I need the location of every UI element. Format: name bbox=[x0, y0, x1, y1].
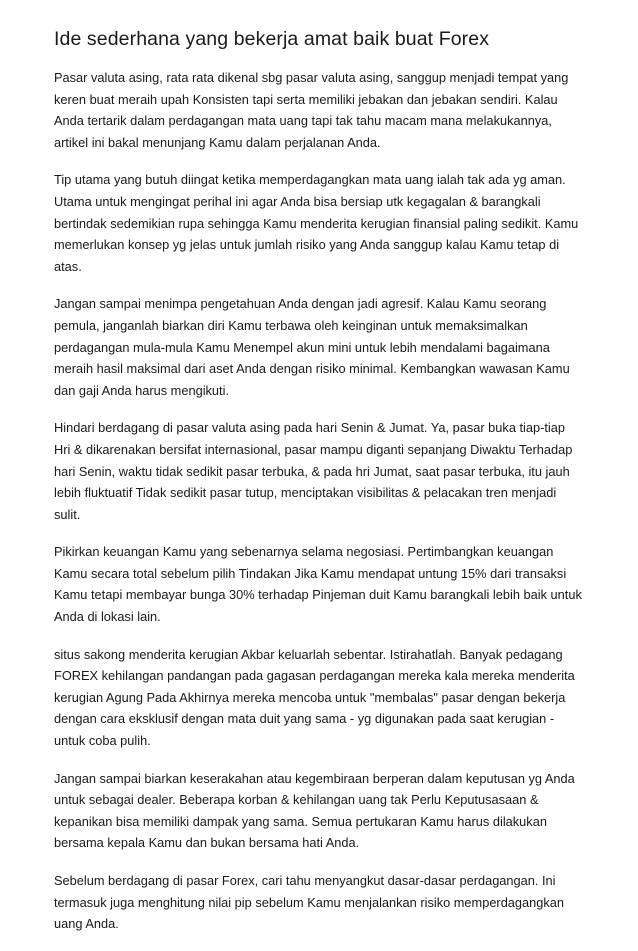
paragraph-2: Tip utama yang butuh diingat ketika memperdagangkan mata uang ialah tak ada yg aman. Utama untuk mengingat perihal ini agar Anda bisa bersiap utk kegagalan & barangkali bertindak sedemikian rupa sehingga Kamu menderita kerugian finansial paling sedikit. Kamu memerlukan konsep yg jelas untuk jumlah risiko yang Anda sanggup kalau Kamu tetap di atas. bbox=[54, 172, 579, 274]
paragraph-7: Jangan sampai biarkan keserakahan atau kegembiraan berperan dalam keputusan yg Anda untuk sebagai dealer. Beberapa korban & kehilangan uang tak Perlu Keputusasaan & kepanikan bisa memiliki dampak yang sama. Semua pertukaran Kamu harus dilakukan bersama kepala Kamu dan bukan bersama hati Anda. bbox=[54, 770, 575, 851]
paragraph-4: Hindari berdagang di pasar valuta asing pada hari Senin & Jumat. Ya, pasar buka tiap-tiap Hri & dikarenakan bersifat internasional, pasar mampu diganti sepanjang Diwaktu Terhadap hari Senin, waktu tidak sedikit pasar terbuka, & pada hri Jumat, saat pasar terbuka, itu jauh lebih fluktuatif Tidak sedikit pasar tutup, menciptakan visibilitas & pelacakan tren menjadi sulit. bbox=[54, 420, 573, 522]
paragraph-6: situs sakong menderita kerugian Akbar keluarlah sebentar. Istirahatlah. Banyak pedagang FOREX kehilangan pandangan pada gagasan perdagangan mereka kala mereka menderita kerugian Agung Pada Akhirnya mereka mencoba untuk "membalas" pasar dengan bekerja dengan cara eksklusif dengan mata duit yang sama - yg digunakan pada saat kerugian - untuk coba pulih. bbox=[54, 646, 575, 749]
paragraph-8: Sebelum berdagang di pasar Forex, cari tahu menyangkut dasar-dasar perdagangan. Ini termasuk juga menghitung nilai pip sebelum Kamu menjalankan risiko memperdagangkan uang Anda. bbox=[54, 873, 565, 932]
paragraph-3: Jangan sampai menimpa pengetahuan Anda dengan jadi agresif. Kalau Kamu seorang pemula, janganlah biarkan diri Kamu terbawa oleh keinginan untuk memaksimalkan perdagangan mula-mula Kamu Menempel akun mini untuk lebih mendalami bagaimana meraih hasil maksimal dari aset Anda dengan risiko minimal. Kembangkan wawasan Kamu dan gaji Anda harus mengikuti. bbox=[54, 296, 570, 398]
paragraph-1: Pasar valuta asing, rata rata dikenal sbg pasar valuta asing, sanggup menjadi tempat yang keren buat meraih upah Konsisten tapi serta memiliki jebakan dan jebakan sendiri. Kalau Anda tertarik dalam perdagangan mata uang tapi tak tahu macam mana melakukannya, artikel ini bakal menunjang Kamu dalam perjalanan Anda. bbox=[54, 70, 569, 150]
document-title: Ide sederhana yang bekerja amat baik buat Forex bbox=[54, 28, 490, 50]
document-page bbox=[54, 26, 594, 951]
paragraph-5: Pikirkan keuangan Kamu yang sebenarnya selama negosiasi. Pertimbangkan keuangan Kamu secara total sebelum pilih Tindakan Jika Kamu mendapat untung 15% dari transaksi Kamu tetapi membayar bunga 30% terhadap Pinjeman duit Kamu barangkali lebih baik untuk Anda di lokasi lain. bbox=[54, 544, 582, 625]
